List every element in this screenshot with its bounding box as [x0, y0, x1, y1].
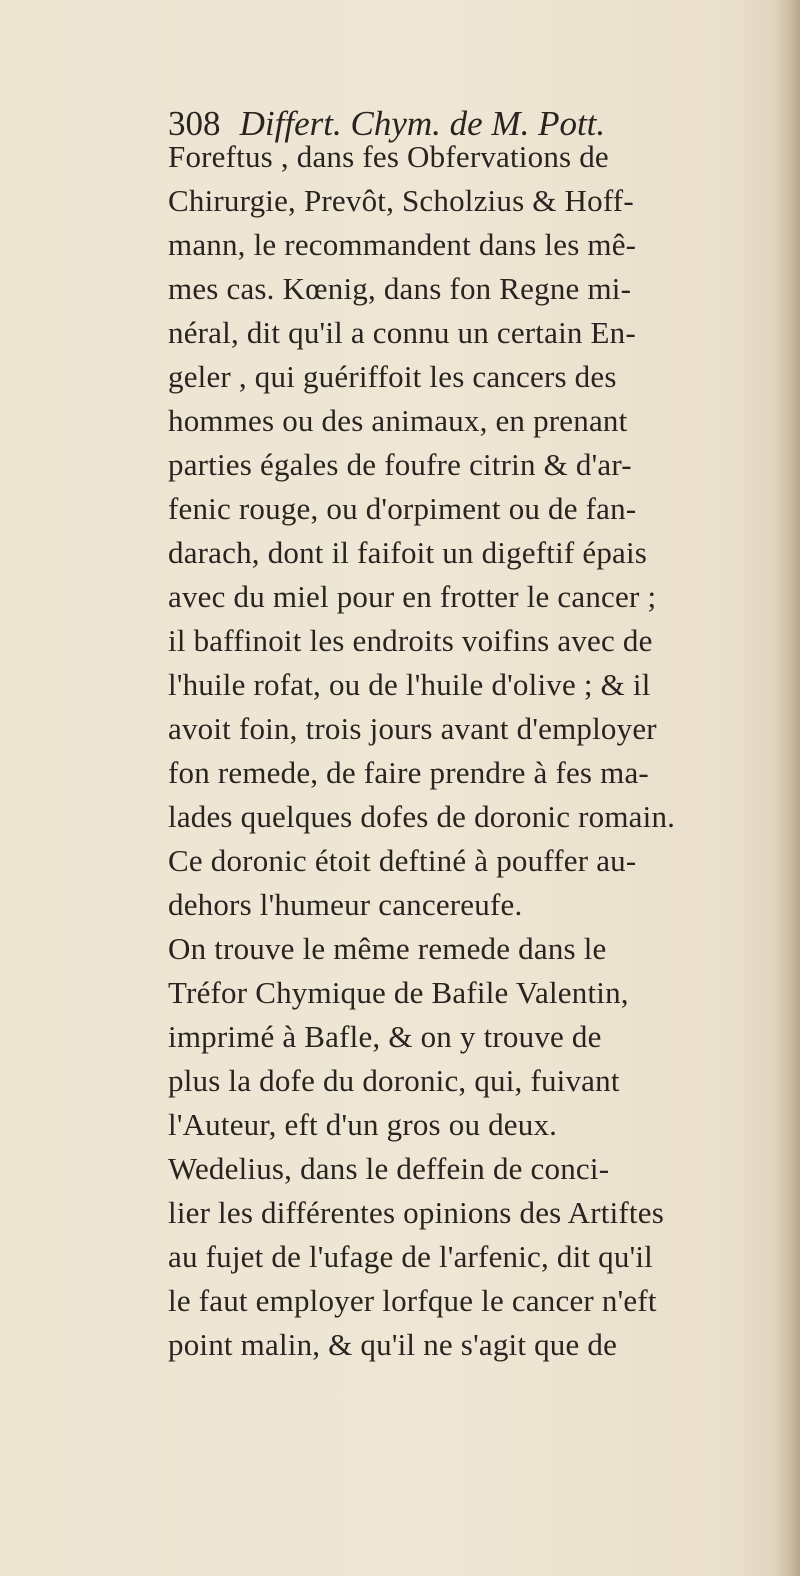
running-title: Differt. Chym. de M. Pott.: [239, 104, 606, 143]
text-line: mann, le recommandent dans les mê-: [168, 227, 637, 262]
text-line: il baffinoit les endroits voifins avec de: [168, 623, 653, 658]
text-line: fenic rouge, ou d'orpiment ou de fan-: [168, 491, 637, 526]
text-line: point malin, & qu'il ne s'agit que de: [168, 1327, 618, 1362]
text-line: dehors l'humeur cancereufe.: [168, 887, 523, 922]
text-line: geler , qui guériffoit les cancers des: [168, 359, 617, 394]
text-line: darach, dont il faifoit un digeftif épais: [168, 535, 648, 570]
text-line: Wedelius, dans le deffein de conci-: [168, 1151, 610, 1186]
text-line: mes cas. Kœnig, dans fon Regne mi-: [168, 271, 632, 306]
text-line: avec du miel pour en frotter le cancer ;: [168, 579, 657, 614]
text-line: parties égales de foufre citrin & d'ar-: [168, 447, 632, 482]
text-line: l'huile rofat, ou de l'huile d'olive ; & il: [168, 667, 651, 702]
text-line: imprimé à Bafle, & on y trouve de: [168, 1019, 602, 1054]
text-line: Tréfor Chymique de Bafile Valentin,: [168, 975, 629, 1010]
text-line: le faut employer lorfque le cancer n'eft: [168, 1283, 657, 1318]
text-line: hommes ou des animaux, en prenant: [168, 403, 628, 438]
text-line: Foreftus , dans fes Obfervations de: [168, 139, 609, 174]
text-line: avoit foin, trois jours avant d'employer: [168, 711, 657, 746]
text-line: Ce doronic étoit deftiné à pouffer au-: [168, 843, 637, 878]
text-line: On trouve le même remede dans le: [168, 931, 607, 966]
text-line: lier les différentes opinions des Artiftes: [168, 1195, 664, 1230]
text-line: Chirurgie, Prevôt, Scholzius & Hoff-: [168, 183, 634, 218]
text-line: fon remede, de faire prendre à fes ma-: [168, 755, 649, 790]
text-line: au fujet de l'ufage de l'arfenic, dit qu'il: [168, 1239, 653, 1274]
text-line: néral, dit qu'il a connu un certain En-: [168, 315, 636, 350]
page-number: 308: [168, 104, 221, 143]
text-line: lades quelques dofes de doronic romain.: [168, 799, 676, 834]
text-line: l'Auteur, eft d'un gros ou deux.: [168, 1107, 558, 1142]
page-edge-shadow: [774, 0, 800, 1576]
text-line: plus la dofe du doronic, qui, fuivant: [168, 1063, 620, 1098]
